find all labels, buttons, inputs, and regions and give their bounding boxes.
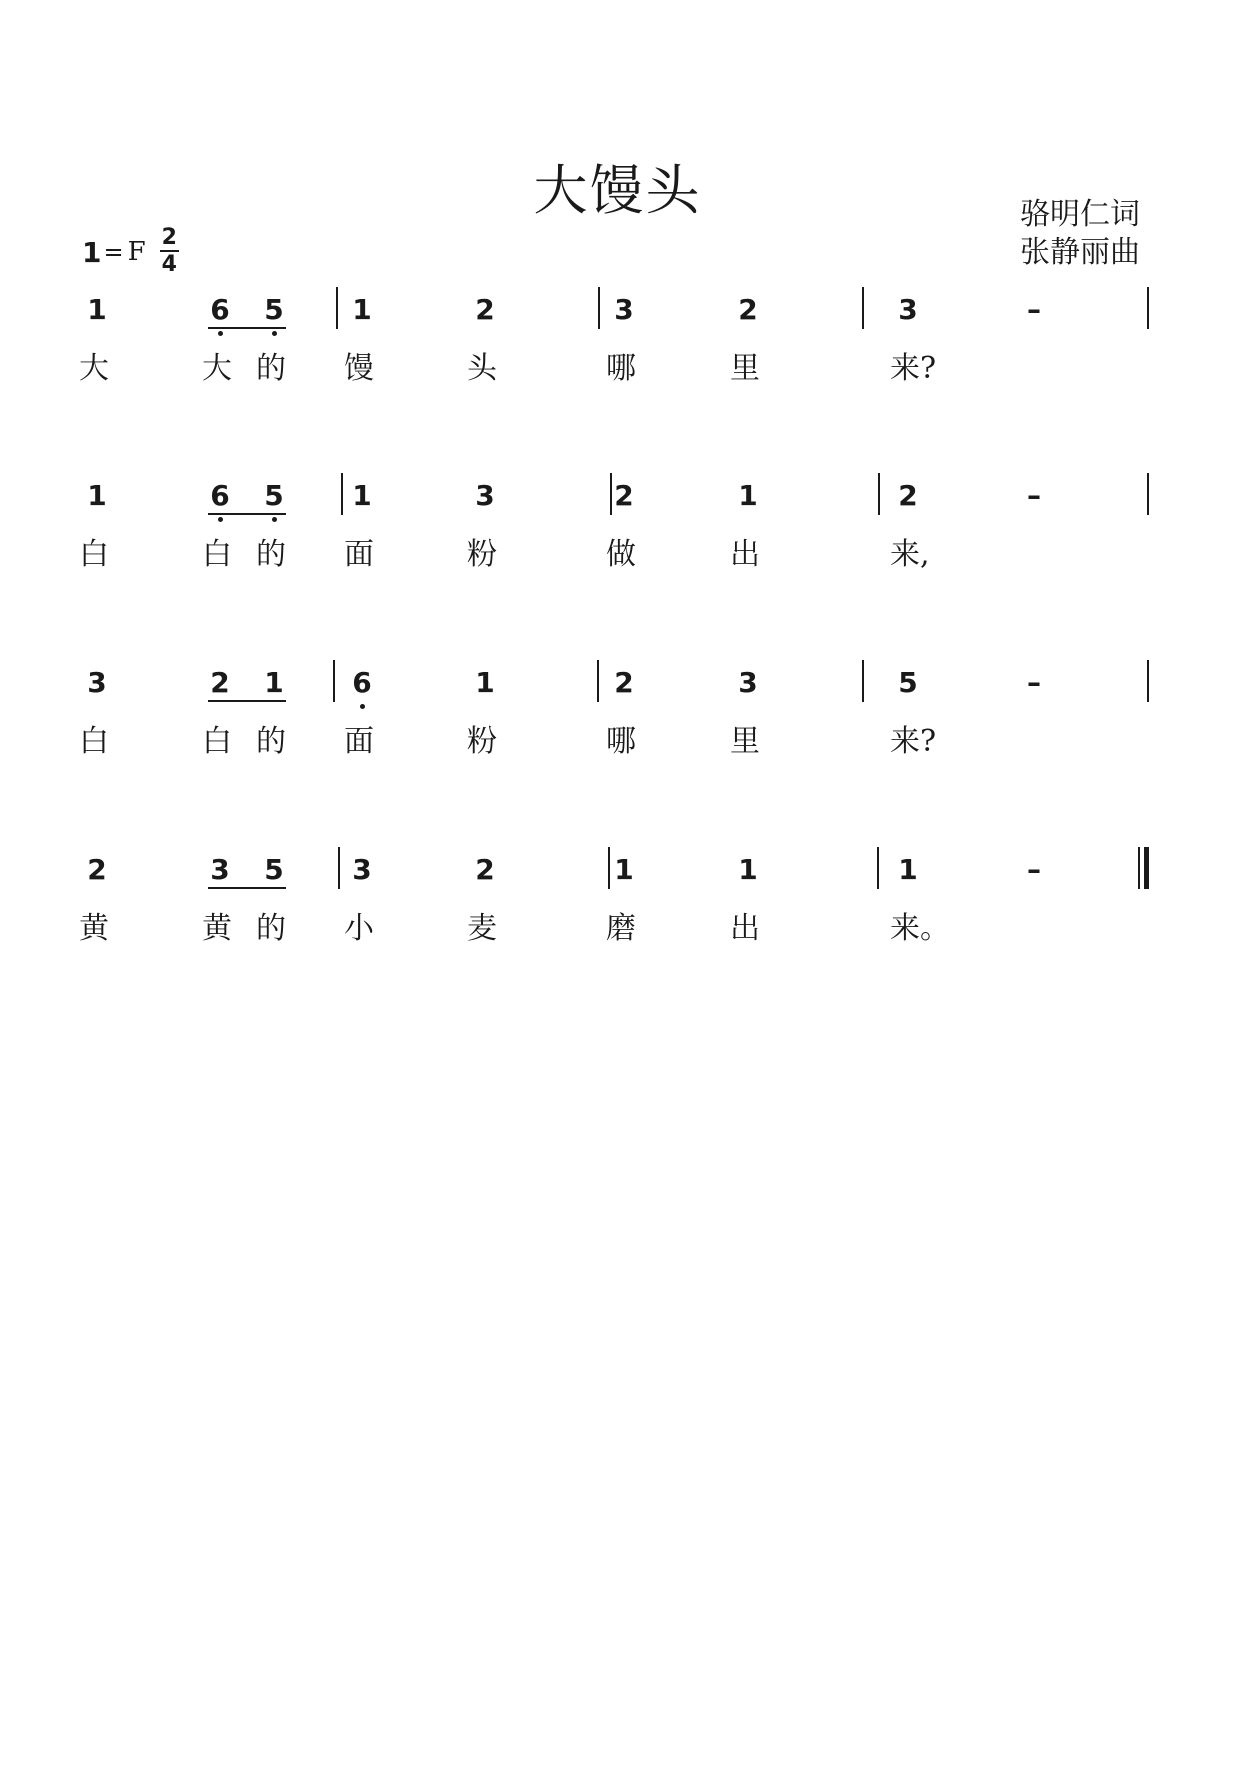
- note-digit: 2: [87, 853, 107, 886]
- note-digit: 5: [264, 479, 284, 512]
- lyric-syllable: 磨: [606, 911, 636, 946]
- lyric-syllable: 面: [344, 537, 374, 572]
- note: [77, 293, 117, 353]
- eighth-note-beam: [208, 513, 286, 515]
- sustain-dash: [1014, 479, 1054, 539]
- lyric-syllable: 白: [202, 537, 232, 572]
- lyric-syllable: 出: [730, 537, 760, 572]
- lyric-syllable: 大: [79, 351, 109, 386]
- note-digit: 3: [210, 853, 230, 886]
- lyric-syllable: 的: [256, 724, 286, 759]
- note: [888, 479, 928, 539]
- lyric-syllable: 麦: [467, 911, 497, 946]
- lyric-syllable: 做: [606, 537, 636, 572]
- note-digit: 3: [898, 293, 918, 326]
- lyric-syllable: 白: [79, 724, 109, 759]
- note-digit: 3: [87, 666, 107, 699]
- lyric-syllable: 粉: [467, 537, 497, 572]
- lyric-syllable: 黄: [202, 911, 232, 946]
- note: [888, 293, 928, 353]
- note: [254, 479, 294, 539]
- note: [200, 479, 240, 539]
- note-digit: 3: [352, 853, 372, 886]
- note: [77, 853, 117, 913]
- lyricist-credit: 骆明仁词: [1020, 197, 1140, 232]
- note-digit: 3: [738, 666, 758, 699]
- note-digit: 2: [210, 666, 230, 699]
- sustain-dash: [1014, 293, 1054, 353]
- note-digit: 6: [210, 293, 230, 326]
- note: [254, 853, 294, 913]
- lyric-syllable: 大: [202, 351, 232, 386]
- note: [888, 853, 928, 913]
- note: [342, 479, 382, 539]
- lower-octave-dot: [218, 331, 223, 336]
- lyric-syllable: 来,: [890, 537, 930, 572]
- note-digit: 1: [738, 853, 758, 886]
- time-numerator: 2: [161, 225, 177, 250]
- score-line: [0, 293, 1235, 423]
- lyric-syllable: 哪: [606, 724, 636, 759]
- lyric-syllable: 里: [730, 351, 760, 386]
- key-name: F: [127, 237, 146, 267]
- credits: [1020, 196, 1140, 272]
- note-digit: 2: [614, 479, 634, 512]
- eighth-note-beam: [208, 327, 286, 329]
- song-title: 大馒头: [533, 159, 702, 222]
- note-digit: 2: [614, 666, 634, 699]
- note-digit: 1: [738, 479, 758, 512]
- note: [604, 853, 644, 913]
- lyric-syllable: 白: [79, 537, 109, 572]
- note-digit: 1: [898, 853, 918, 886]
- note: [728, 479, 768, 539]
- score-line: [0, 666, 1235, 796]
- lyric-syllable: 来。: [890, 911, 950, 946]
- note-digit: 5: [898, 666, 918, 699]
- note-digit: 1: [87, 293, 107, 326]
- barline: [333, 660, 335, 702]
- barline: [1147, 660, 1149, 702]
- eighth-note-beam: [208, 700, 286, 702]
- time-denominator: 4: [161, 252, 177, 277]
- note: [465, 293, 505, 353]
- lyric-syllable: 出: [730, 911, 760, 946]
- note: [342, 293, 382, 353]
- note: [254, 293, 294, 353]
- note-digit: 2: [475, 853, 495, 886]
- note-digit: 6: [210, 479, 230, 512]
- note-digit: 1: [87, 479, 107, 512]
- lower-octave-dot: [360, 704, 365, 709]
- note-digit: 1: [475, 666, 495, 699]
- note: [888, 666, 928, 726]
- note-digit: 5: [264, 293, 284, 326]
- note: [200, 853, 240, 913]
- note-digit: 5: [264, 853, 284, 886]
- barline: [336, 287, 338, 329]
- barline: [608, 847, 610, 889]
- note-digit: 1: [352, 479, 372, 512]
- barline: [1147, 287, 1149, 329]
- note-digit: 1: [614, 853, 634, 886]
- lyric-syllable: 来?: [890, 351, 937, 386]
- note: [465, 479, 505, 539]
- lyric-syllable: 黄: [79, 911, 109, 946]
- key-tonic: 1: [82, 235, 102, 269]
- barline: [610, 473, 612, 515]
- note: [728, 666, 768, 726]
- sustain-dash: [1014, 666, 1054, 726]
- composer-credit: 张静丽曲: [1020, 235, 1140, 270]
- sustain-dash: [1014, 853, 1054, 913]
- note: [77, 666, 117, 726]
- lyric-syllable: 粉: [467, 724, 497, 759]
- lyric-syllable: 面: [344, 724, 374, 759]
- note: [604, 666, 644, 726]
- note: [604, 293, 644, 353]
- key-signature: [82, 224, 179, 280]
- lyric-syllable: 头: [467, 351, 497, 386]
- lyric-syllable: 的: [256, 351, 286, 386]
- note-digit: 6: [352, 666, 372, 699]
- note: [77, 479, 117, 539]
- lyric-syllable: 哪: [606, 351, 636, 386]
- barline: [597, 660, 599, 702]
- barline: [877, 847, 879, 889]
- note-digit: –: [1027, 479, 1041, 512]
- note-digit: 2: [898, 479, 918, 512]
- lower-octave-dot: [272, 331, 277, 336]
- barline: [862, 287, 864, 329]
- lyric-syllable: 小: [344, 911, 374, 946]
- note: [342, 666, 382, 726]
- lyric-syllable: 白: [202, 724, 232, 759]
- note-digit: 2: [738, 293, 758, 326]
- barline: [862, 660, 864, 702]
- note: [254, 666, 294, 726]
- barline: [598, 287, 600, 329]
- note: [728, 853, 768, 913]
- note: [200, 293, 240, 353]
- note: [342, 853, 382, 913]
- barline: [1147, 473, 1149, 515]
- note-digit: –: [1027, 853, 1041, 886]
- score-line: [0, 479, 1235, 609]
- time-signature: [160, 226, 179, 278]
- note-digit: 3: [614, 293, 634, 326]
- note-digit: –: [1027, 293, 1041, 326]
- lower-octave-dot: [272, 517, 277, 522]
- note: [465, 853, 505, 913]
- key-equals: =: [103, 238, 124, 266]
- lyric-syllable: 的: [256, 537, 286, 572]
- barline: [338, 847, 340, 889]
- note-digit: 1: [352, 293, 372, 326]
- lyric-syllable: 来?: [890, 724, 937, 759]
- lyric-syllable: 里: [730, 724, 760, 759]
- lyric-syllable: 馒: [344, 351, 374, 386]
- note-digit: 1: [264, 666, 284, 699]
- final-barline: [1138, 847, 1140, 889]
- note-digit: 3: [475, 479, 495, 512]
- note: [728, 293, 768, 353]
- lower-octave-dot: [218, 517, 223, 522]
- barline: [878, 473, 880, 515]
- barline: [341, 473, 343, 515]
- note-digit: –: [1027, 666, 1041, 699]
- eighth-note-beam: [208, 887, 286, 889]
- note: [200, 666, 240, 726]
- score-line: [0, 853, 1235, 983]
- note: [465, 666, 505, 726]
- note-digit: 2: [475, 293, 495, 326]
- lyric-syllable: 的: [256, 911, 286, 946]
